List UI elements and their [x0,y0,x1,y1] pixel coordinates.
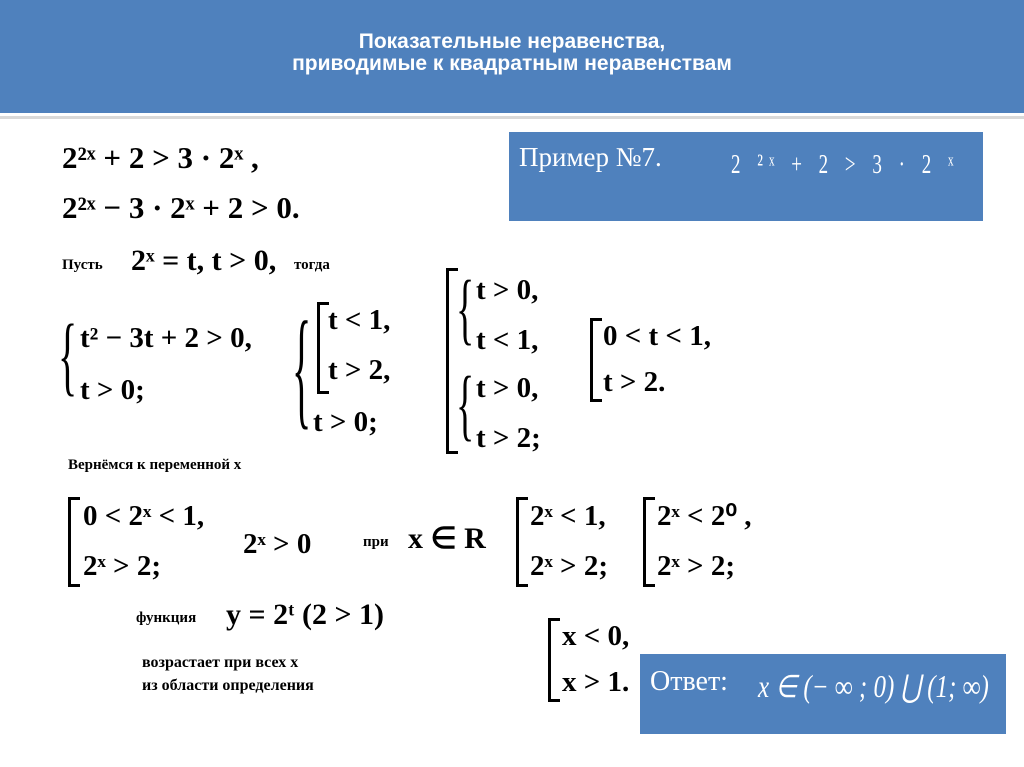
substitution-math: 2ˣ = t, t > 0, [131,244,277,277]
final-row-2: x > 1. [562,666,630,698]
slide-title-line-1: Показательные неравенства, [358,29,666,53]
slide-title-line-2: приводимые к квадратным неравенствам [292,51,732,75]
set3-row-2: 2ˣ > 2; [657,550,735,582]
example-title: Пример №7. [519,142,662,172]
set-bracket-6 [516,497,528,587]
set-bracket-8 [548,618,560,702]
slide-header [0,0,1024,113]
at-text: при [363,534,389,550]
answer-expression: x ∈ (− ∞ ; 0) ⋃ (1; ∞) [758,670,989,705]
system1-row-2: t > 0; [80,374,145,406]
set1-row-1: 0 < 2ˣ < 1, [83,500,205,532]
set2-row-2: 2ˣ > 2; [530,550,608,582]
set3-row-1: 2ˣ < 2⁰ , [657,500,752,532]
system1-row-1: t² − 3t + 2 > 0, [80,322,252,354]
answer-title: Ответ: [650,666,728,697]
example-expression: 2 ²ˣ + 2 > 3 · 2 ˣ [731,150,960,181]
system-brace-1: { [58,305,78,405]
system-brace-3b: { [456,361,475,450]
set-bracket-5 [68,497,80,587]
set2-row-1: 2ˣ < 1, [530,500,606,532]
system4-row-1: 0 < t < 1, [603,320,711,352]
function-label: функция [136,610,197,626]
increasing-text-1: возрастает при всех х [142,654,299,671]
set-bracket-4 [590,318,602,402]
system2-bracket-row-2: t > 2, [328,354,391,386]
substitution-suffix: тогда [294,257,330,273]
inequality-line-1: 2²ˣ + 2 > 3 · 2ˣ , [62,140,259,175]
system3a-row-1: t > 0, [476,274,539,306]
domain-math: x ∈ R [408,522,486,555]
header-divider [0,116,1024,119]
system4-row-2: t > 2. [603,366,666,398]
system3b-row-2: t > 2; [476,422,541,454]
set-bracket-7 [643,497,655,587]
system-brace-2: { [292,293,312,442]
return-to-variable-text: Вернёмся к переменной х [68,457,242,473]
system3a-row-2: t < 1, [476,324,539,356]
final-row-1: x < 0, [562,620,630,652]
function-math: y = 2ᵗ (2 > 1) [226,598,385,631]
example-box [509,132,983,221]
increasing-text-2: из области определения [142,677,314,694]
positivity-condition: 2ˣ > 0 [243,528,312,560]
system3b-row-1: t > 0, [476,372,539,404]
system2-last-row: t > 0; [313,406,378,438]
substitution-prefix: Пусть [62,257,103,273]
set1-row-2: 2ˣ > 2; [83,550,161,582]
system-brace-3a: { [456,265,475,354]
answer-box [640,654,1006,734]
system2-bracket-row-1: t < 1, [328,304,391,336]
inequality-line-2: 2²ˣ − 3 · 2ˣ + 2 > 0. [62,190,300,225]
